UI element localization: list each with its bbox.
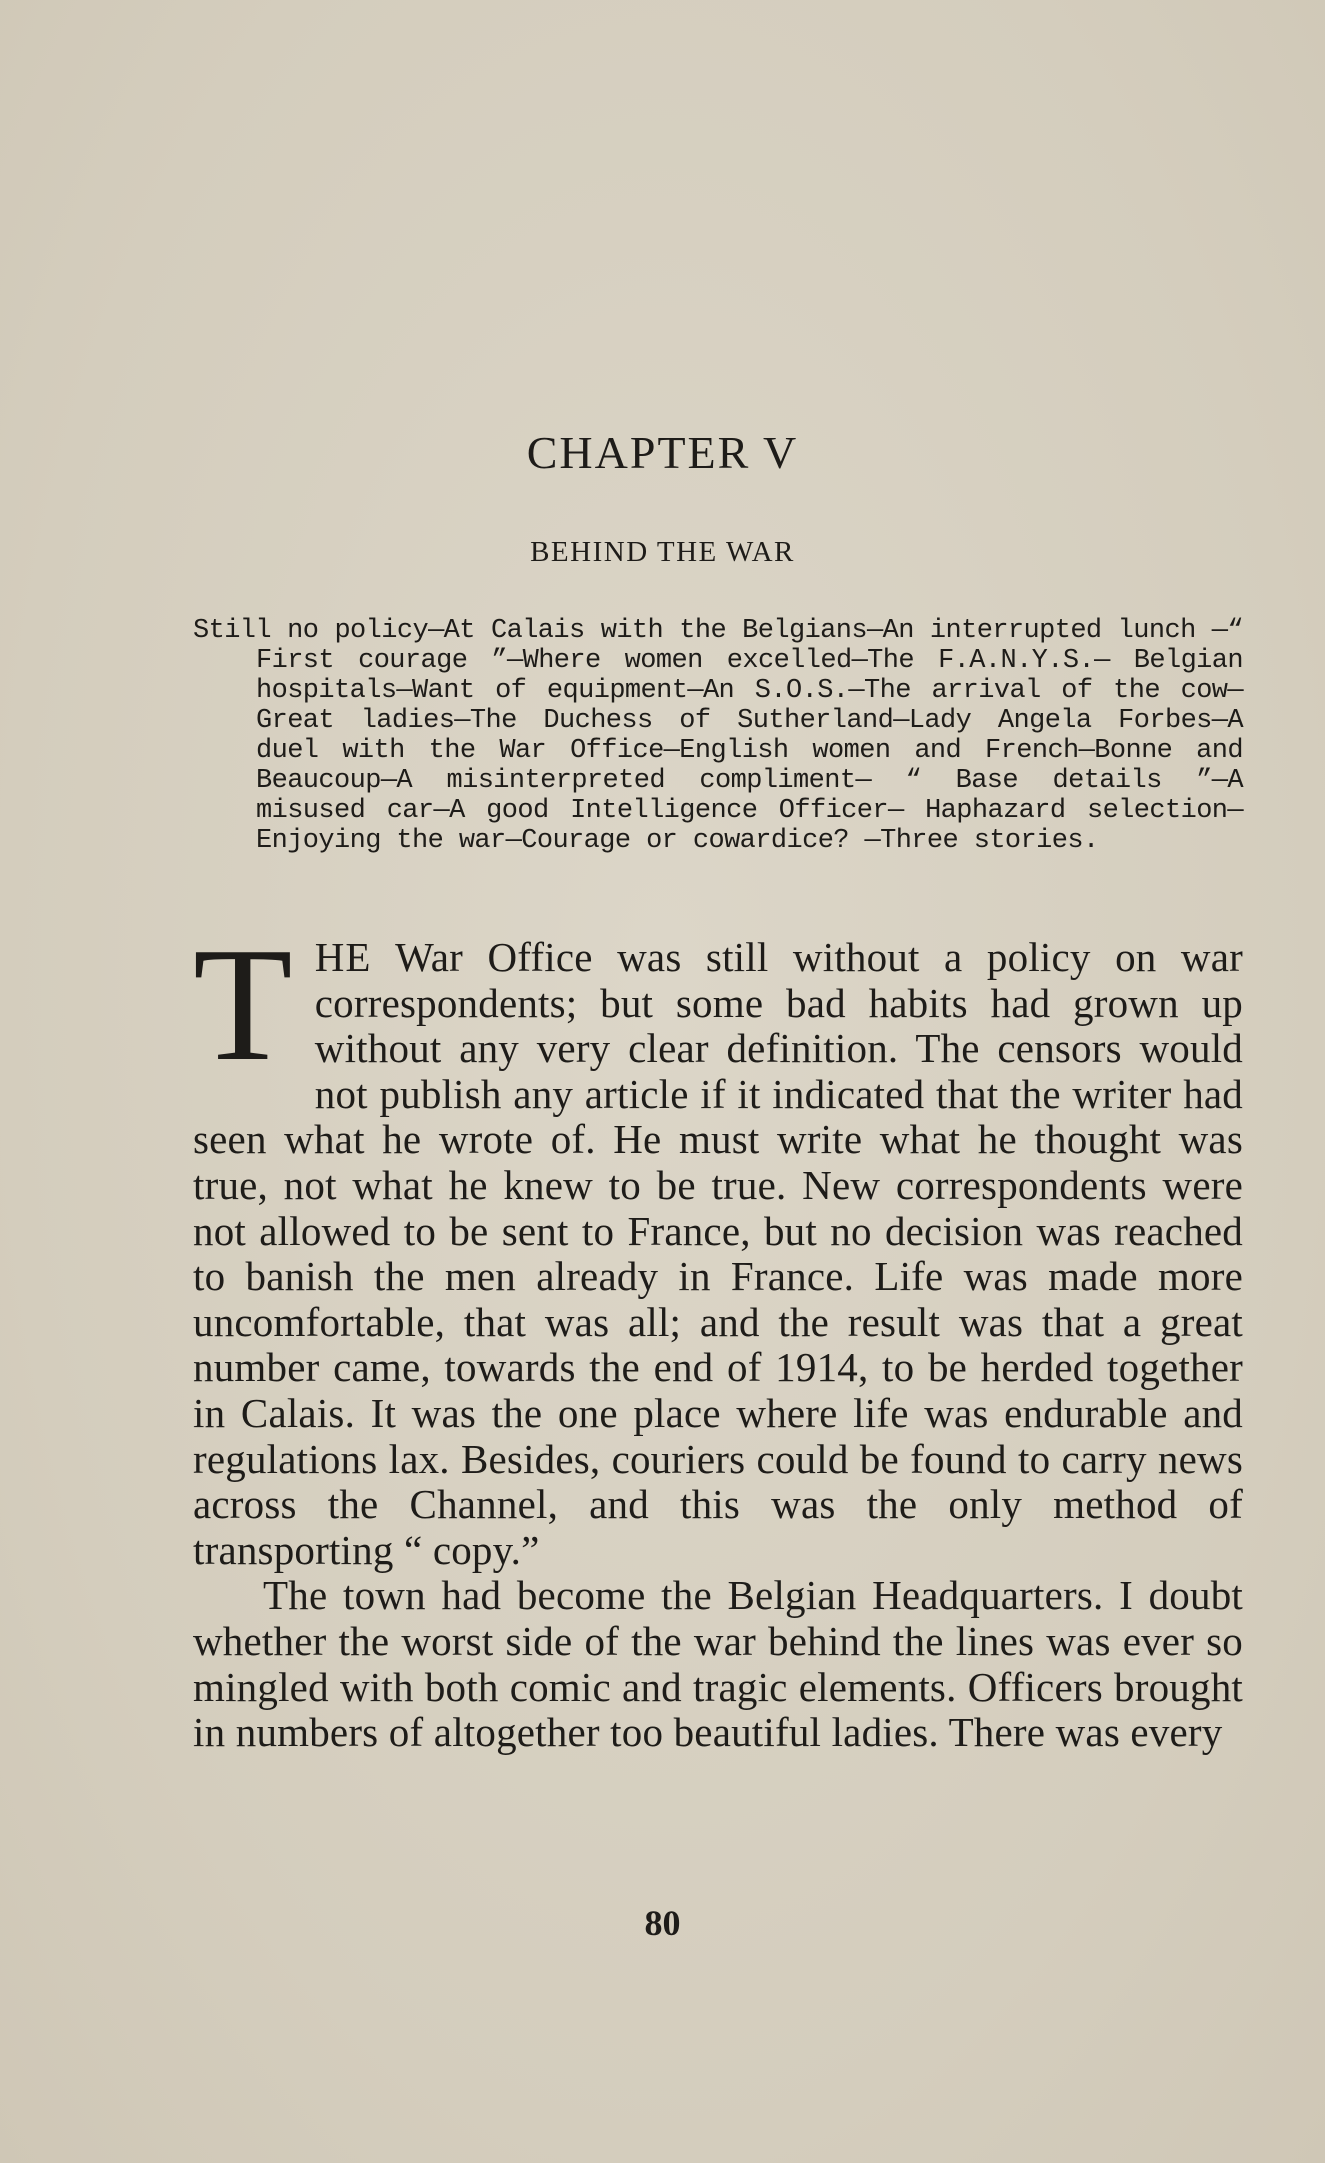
paragraph-1-text: War Office was still without a policy on war correspondents; but some bad habits had grown up without any very clear definition. The censors would not publish any article if it indicated that the writer had seen what he wrote of. He must write what he thought was true, not what he knew to be true. New correspondents were not allowed to be sent to France, but no decision was reached to banish the men already in France. Life was made more uncomfortable, that was all; and the result was that a great number came, towards the end of 1914, to be herded together in Calais. It was the one place where life was endurable and regulations lax. Besides, couriers could be found to carry news across the Channel, and this was the only method of transporting “ copy.”	[193, 934, 1243, 1573]
chapter-title: CHAPTER V	[526, 427, 799, 478]
body-text	[193, 915, 1243, 1756]
paragraph-2: The town had become the Belgian Headquarters. I doubt whether the worst side of the war behind the lines was ever so mingled with both comic and tragic elements. Officers brought in numbers of altogether too beautiful ladies. There was every	[193, 1572, 1243, 1756]
chapter-synopsis: Still no policy—At Calais with the Belgians—An interrupted lunch —“ First courage ”—Where women excelled—The F.A.N.Y.S.— Belgian hospitals—Want of equipment—An S.O.S.—The arrival of the cow—Great ladies—The Duchess of Sutherland—Lady Angela Forbes—A duel with the War Office—English women and French—Bonne and Beaucoup—A misinterpreted compliment— “ Base details ”—A misused car—A good Intelligence Officer— Haphazard selection—Enjoying the war—Courage or cowardice? —Three stories.	[193, 616, 1243, 856]
page-number: 80	[644, 1903, 681, 1943]
paragraph-1	[193, 915, 1243, 1573]
lead-caps: HE	[314, 934, 372, 980]
chapter-subtitle: BEHIND THE WAR	[530, 536, 795, 568]
drop-cap: T	[193, 915, 293, 1095]
